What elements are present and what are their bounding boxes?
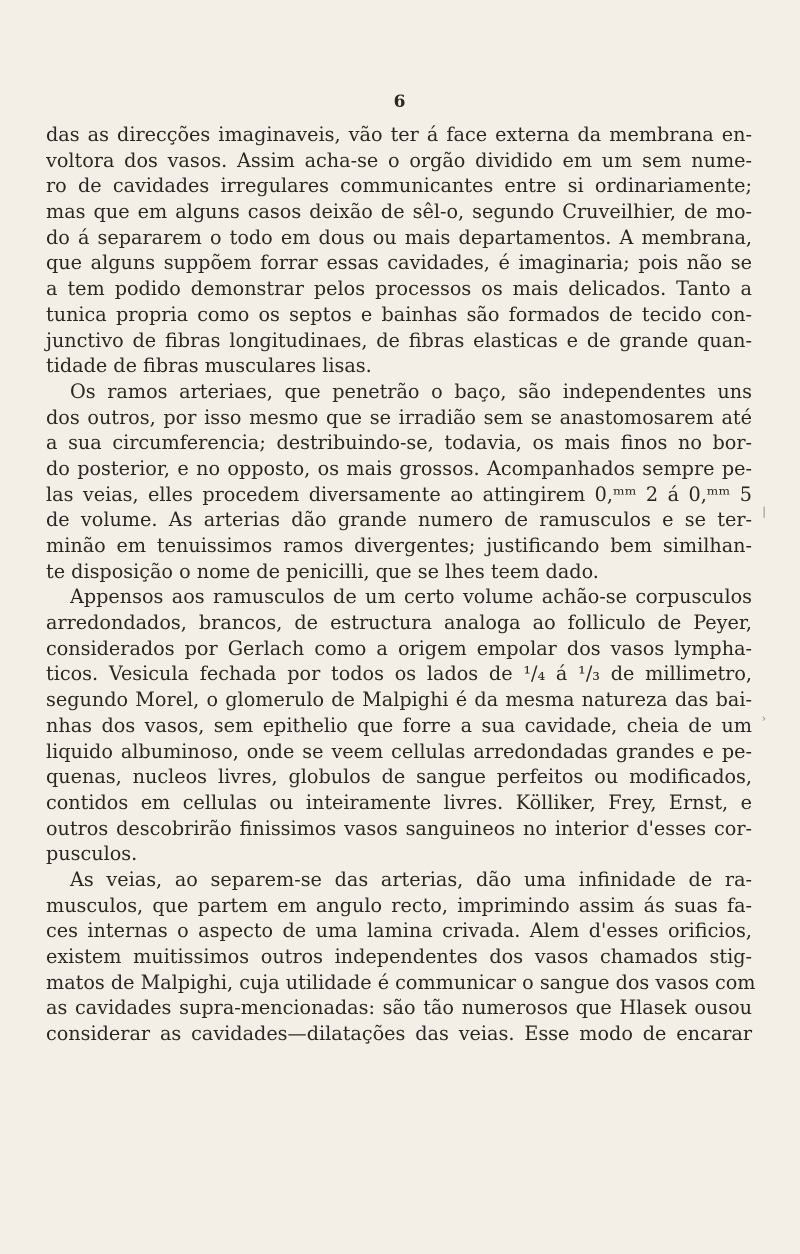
margin-mark: |: [762, 505, 766, 518]
text-line: pusculos.: [46, 842, 138, 866]
text-line: mas que em alguns casos deixão de sêl-o, segundo Cruveilhier, de mo-: [46, 200, 752, 224]
text-line: considerar as cavidades—dilatações das veias. Esse modo de encarar: [46, 1022, 752, 1046]
text-line: As veias, ao separem-se das arterias, dão uma infinidade de ra-: [70, 867, 752, 891]
text-line: outros descobrirão finissimos vasos sanguineos no interior d'esses cor-: [46, 816, 752, 840]
text-line: te disposição o nome de penicilli, que se lhes teem dado.: [46, 559, 599, 583]
text-line: do posterior, e no opposto, os mais grossos. Acompanhados sempre pe-: [46, 456, 752, 480]
text-line: matos de Malpighi, cuja utilidade é communicar o sangue dos vasos com: [46, 970, 756, 994]
text-line: considerados por Gerlach como a origem empolar dos vasos lympha-: [46, 636, 752, 660]
text-line: tidade de fibras musculares lisas.: [46, 354, 372, 378]
paragraph: [46, 867, 756, 1047]
text-line: liquido albuminoso, onde se veem cellulas arredondadas grandes e pe-: [46, 739, 752, 763]
text-line: las veias, elles procedem diversamente ao attingirem 0,ᵐᵐ 2 á 0,ᵐᵐ 5: [46, 482, 752, 506]
text-line: Appensos aos ramusculos de um certo volume achão-se corpusculos: [70, 585, 752, 609]
text-line: ticos. Vesicula fechada por todos os lados de ¹/₄ á ¹/₃ de millimetro,: [46, 662, 752, 686]
text-line: Os ramos arteriaes, que penetrão o baço, são independentes uns: [70, 379, 752, 403]
text-line: junctivo de fibras longitudinaes, de fibras elasticas e de grande quan-: [46, 328, 752, 352]
text-line: minão em tenuissimos ramos divergentes; justificando bem similhan-: [46, 534, 752, 557]
body-text: [46, 122, 756, 1047]
text-line: dos outros, por isso mesmo que se irradião sem se anastomosarem até: [46, 405, 752, 429]
text-line: nhas dos vasos, sem epithelio que forre a sua cavidade, cheia de um: [46, 713, 752, 737]
paragraph: [46, 122, 752, 379]
text-line: de volume. As arterias dão grande numero de ramusculos e se ter-: [46, 508, 752, 532]
text-line: existem muitissimos outros independentes dos vasos chamados stig-: [46, 945, 752, 968]
text-line: ces internas o aspecto de uma lamina crivada. Alem d'esses orificios,: [46, 919, 752, 943]
text-line: das as direcções imaginaveis, vão ter á face externa da membrana en-: [46, 123, 752, 146]
text-line: a sua circumferencia; destribuindo-se, todavia, os mais finos no bor-: [46, 431, 752, 455]
text-line: contidos em cellulas ou inteiramente livres. Kölliker, Frey, Ernst, e: [46, 790, 752, 814]
text-line: que alguns suppõem forrar essas cavidades, é imaginaria; pois não se: [46, 251, 752, 275]
page-number: 6: [393, 92, 407, 112]
text-line: musculos, que partem em angulo recto, imprimindo assim ás suas fa-: [46, 893, 752, 917]
text-line: as cavidades supra-mencionadas: são tão numerosos que Hlasek ousou: [46, 996, 752, 1020]
text-line: do á separarem o todo em dous ou mais departamentos. A membrana,: [46, 225, 752, 249]
text-line: tunica propria como os septos e bainhas são formados de tecido con-: [46, 302, 752, 326]
text-line: arredondados, brancos, de estructura analoga ao folliculo de Peyer,: [46, 611, 752, 635]
text-line: quenas, nucleos livres, globulos de sangue perfeitos ou modificados,: [46, 765, 752, 789]
paragraph: [46, 584, 752, 867]
text-line: segundo Morel, o glomerulo de Malpighi é da mesma natureza das bai-: [46, 688, 752, 712]
paragraph: [46, 379, 752, 585]
margin-mark: ›: [761, 712, 766, 725]
text-line: a tem podido demonstrar pelos processos os mais delicados. Tanto a: [46, 277, 752, 301]
text-line: voltora dos vasos. Assim acha-se o orgão dividido em um sem nume-: [46, 148, 752, 172]
text-line: ro de cavidades irregulares communicantes entre si ordinariamente;: [46, 174, 752, 198]
